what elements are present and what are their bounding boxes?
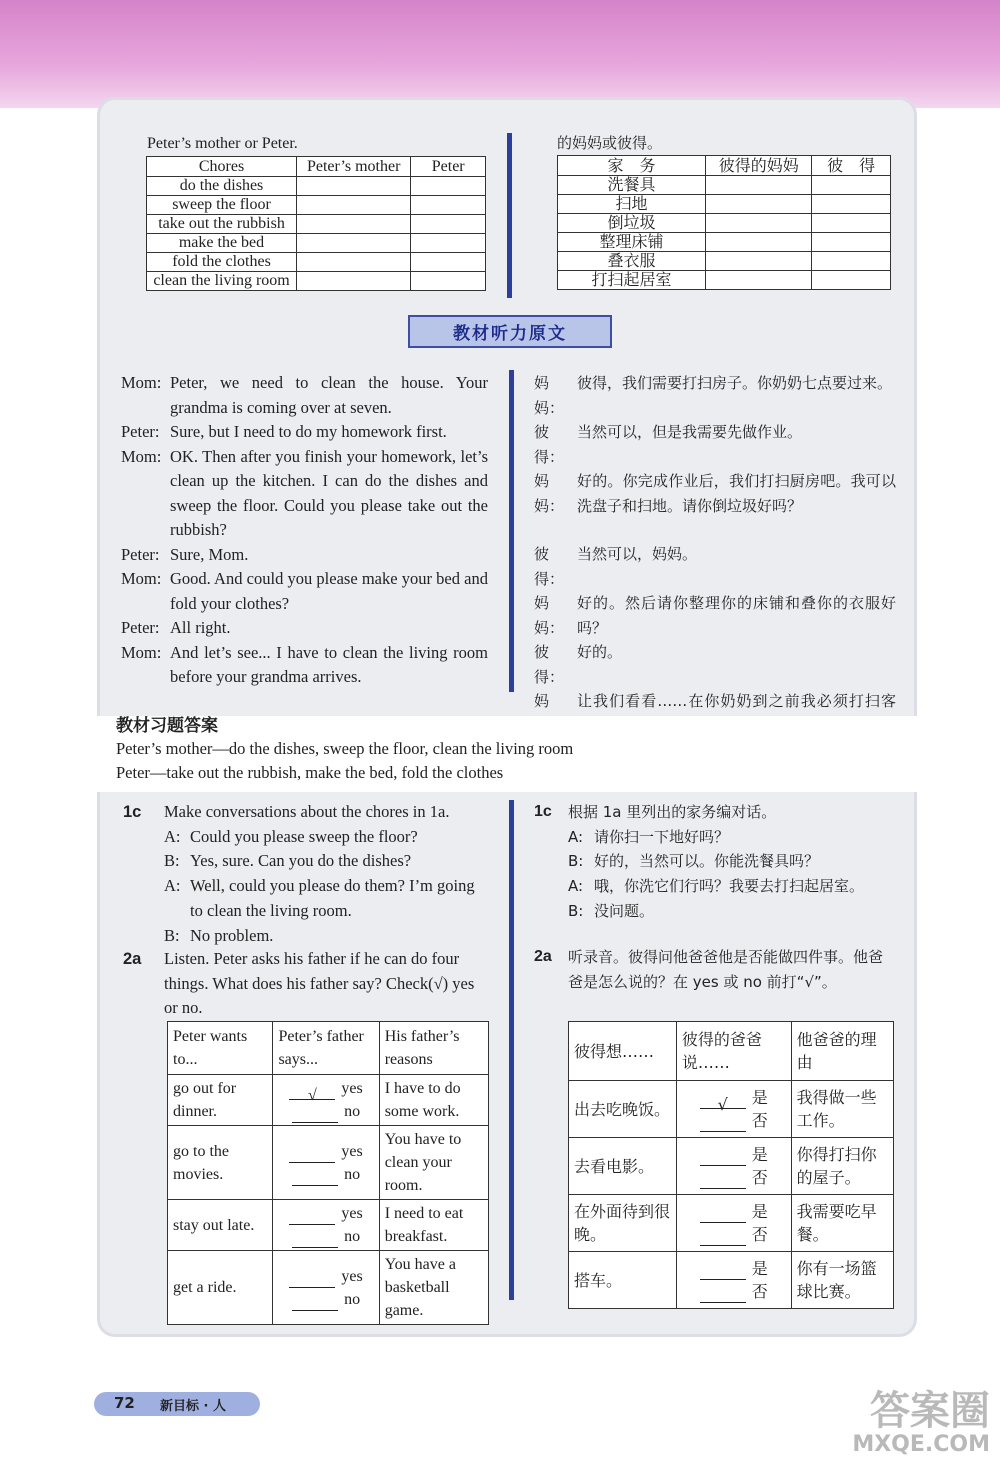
zh-chores-empty-cell	[706, 233, 812, 252]
exercise-2a-en-answer-cell	[273, 1126, 379, 1200]
exercise-2a-zh-header-cell: 他爸爸的理由	[791, 1022, 893, 1081]
exercise-1c-en-line	[164, 874, 489, 923]
exercise-2a-zh-yes-blank[interactable]	[700, 1207, 746, 1223]
exercise-1c-en-instruction: Make conversations about the chores in 1a.	[164, 802, 450, 821]
listening-script-banner: 教材听力原文	[408, 315, 612, 348]
watermark	[852, 1389, 990, 1457]
exercise-1c-zh-speaker: B:	[568, 901, 584, 920]
dialogue-zh-speaker: 彼得：	[534, 545, 565, 588]
zh-chores-empty-cell	[812, 214, 891, 233]
exercise-2a-en-answer-cell	[273, 1200, 379, 1251]
exercise-2a-en-no-blank[interactable]	[292, 1232, 338, 1248]
exercise-2a-en-no-label: no	[344, 1228, 361, 1245]
en-chores-empty-cell	[297, 177, 411, 196]
dialogue-en-text: OK. Then after you finish your homework, let’s clean up the kitchen. I can do the dishes and sweep the floor. Could you please take out the rubbish?	[170, 446, 488, 539]
exercise-1c-en-speaker: A:	[164, 826, 181, 846]
exercise-2a-zh-yes-line	[681, 1143, 787, 1166]
en-chores-empty-cell	[411, 177, 486, 196]
exercise-2a-zh-yes-label: 是	[751, 1088, 768, 1107]
answers-line-2: Peter—take out the rubbish, make the bed, fold the clothes	[116, 763, 504, 782]
exercise-2a-zh-row	[569, 1252, 894, 1309]
zh-chores-chore-cell: 洗餐具	[558, 176, 706, 195]
exercise-2a-en-row	[168, 1075, 489, 1126]
exercise-2a-en-answer-cell	[273, 1075, 379, 1126]
exercise-2a-zh-row	[569, 1195, 894, 1252]
exercise-1c-zh-text: 好的，当然可以。你能洗餐具吗？	[594, 852, 820, 871]
exercise-2a-zh-reason-cell: 我需要吃早餐。	[791, 1195, 893, 1252]
en-chores-header-row	[147, 157, 486, 177]
dialogue-en-speaker: Mom:	[121, 373, 162, 392]
zh-chores-header-cell: 彼得的妈妈	[706, 156, 812, 176]
zh-chores-chore-cell: 扫地	[558, 195, 706, 214]
exercise-2a-en-reason-cell: You have to clean your room.	[379, 1126, 488, 1200]
exercise-2a-zh-want-cell: 去看电影。	[569, 1138, 677, 1195]
en-chores-row	[147, 253, 486, 272]
zh-chores-empty-cell	[812, 195, 891, 214]
zh-chores-empty-cell	[706, 271, 812, 290]
en-chores-chore-cell: fold the clothes	[147, 253, 297, 272]
exercise-2a-zh-no-blank[interactable]	[700, 1116, 746, 1132]
exercise-1c-zh-instruction: 根据 1a 里列出的家务编对话。	[568, 803, 777, 821]
exercise-1c-en-text: Yes, sure. Can you do the dishes?	[190, 851, 412, 871]
exercise-2a-en-yes-blank[interactable]	[289, 1272, 335, 1288]
exercise-2a-zh-no-line	[681, 1166, 787, 1189]
zh-chores-row	[558, 271, 891, 290]
footer-label: 新目标 · 人	[160, 1399, 226, 1414]
dialogue-en-text: Good. And could you please make your bed and fold your clothes?	[170, 569, 488, 613]
exercise-1c-zh-line	[568, 849, 896, 874]
en-chores-empty-cell	[297, 215, 411, 234]
exercise-1c-en-line	[164, 825, 489, 850]
dialogue-en-line	[121, 420, 488, 445]
exercise-2a-zh-yes-line	[681, 1257, 787, 1280]
exercise-2a-en-no-blank[interactable]	[292, 1107, 338, 1123]
exercise-2a-zh-want-cell: 出去吃晚饭。	[569, 1081, 677, 1138]
dialogue-zh-line	[534, 371, 896, 420]
zh-chores-chore-cell: 打扫起居室	[558, 271, 706, 290]
exercise-2a-en-yes-line	[277, 1265, 374, 1288]
exercise-2a-zh-yes-label: 是	[751, 1259, 768, 1278]
exercise-2a-zh-answer-cell	[676, 1252, 791, 1309]
dialogue-zh-text: 好的。你完成作业后，我们打扫厨房吧。我可以洗盘子和扫地。请你倒垃圾好吗？	[577, 472, 896, 515]
exercise-2a-zh-label: 2a	[534, 948, 552, 965]
exercise-2a-zh-no-label: 否	[751, 1111, 768, 1130]
column-divider-dialogue	[509, 370, 514, 692]
en-chores-empty-cell	[411, 272, 486, 291]
dialogue-en-text: Sure, Mom.	[170, 544, 249, 564]
exercise-1c-zh-text: 哦，你洗它们行吗？我要去打扫起居室。	[594, 877, 865, 896]
exercise-2a-en-no-line	[277, 1163, 374, 1186]
exercise-2a-zh-answer-cell	[676, 1195, 791, 1252]
zh-chores-empty-cell	[812, 271, 891, 290]
en-chores-chore-cell: clean the living room	[147, 272, 297, 291]
en-chores-chore-cell: sweep the floor	[147, 196, 297, 215]
watermark-logo-text: 答案圈	[870, 1388, 990, 1434]
zh-chores-row	[558, 233, 891, 252]
exercise-2a-en-label: 2a	[123, 950, 142, 968]
exercise-2a-zh-no-label: 否	[751, 1168, 768, 1187]
exercise-1c-zh-line	[568, 825, 896, 850]
exercise-2a-en-no-label: no	[344, 1290, 361, 1308]
exercise-2a-zh-yes-label: 是	[751, 1145, 768, 1164]
exercise-1c-zh	[534, 800, 896, 924]
dialogue-zh-text: 当然可以，妈妈。	[577, 545, 698, 563]
exercise-2a-en	[123, 947, 489, 1021]
exercise-1c-en-text: Could you please sweep the floor?	[190, 826, 418, 846]
dialogue-english	[121, 371, 488, 690]
exercise-2a-zh-reason-cell: 我得做一些工作。	[791, 1081, 893, 1138]
exercise-1c-zh-label: 1c	[534, 803, 552, 820]
exercise-1c-zh-speaker: B:	[568, 852, 584, 871]
exercise-2a-en-yes-line	[277, 1202, 374, 1225]
exercise-2a-en-header-row	[168, 1022, 489, 1075]
zh-chores-header-cell: 彼 得	[812, 156, 891, 176]
en-chores-empty-cell	[411, 253, 486, 272]
exercise-2a-en-reason-cell: I need to eat breakfast.	[379, 1200, 488, 1251]
page-number: 72	[114, 1394, 135, 1412]
exercise-2a-en-table	[167, 1021, 489, 1325]
exercise-2a-en-instruction: Listen. Peter asks his father if he can do four things. What does his father say? Check(√) yes or no.	[164, 949, 475, 1018]
exercise-2a-en-no-line	[277, 1225, 374, 1248]
exercise-2a-zh-no-line	[681, 1280, 787, 1303]
dialogue-en-speaker: Mom:	[121, 642, 162, 662]
exercise-1c-zh-line	[568, 899, 896, 924]
exercise-2a-en-row	[168, 1251, 489, 1325]
dialogue-en-line	[121, 543, 488, 568]
answers-heading: 教材习题答案	[116, 716, 218, 736]
exercise-1c-zh-speaker: A:	[568, 877, 584, 896]
exercise-2a-zh-header-row	[569, 1022, 894, 1081]
column-divider-top	[507, 133, 512, 298]
zh-chores-empty-cell	[706, 195, 812, 214]
en-chores-chore-cell: do the dishes	[147, 177, 297, 196]
dialogue-zh-speaker: 妈	[534, 692, 550, 710]
exercise-2a-en-row	[168, 1126, 489, 1200]
zh-chores-empty-cell	[812, 233, 891, 252]
answers-line-1: Peter’s mother—do the dishes, sweep the floor, clean the living room	[116, 739, 574, 758]
exercise-2a-zh-yes-label: 是	[751, 1202, 768, 1221]
exercise-2a-zh-reason-cell: 你得打扫你的屋子。	[791, 1138, 893, 1195]
exercise-2a-en-header-cell: His father’s reasons	[379, 1022, 488, 1075]
exercise-2a-zh-no-blank[interactable]	[700, 1287, 746, 1303]
zh-chores-header-row	[558, 156, 891, 176]
dialogue-zh-line	[534, 591, 896, 640]
exercise-2a-en-want-cell: go out for dinner.	[168, 1075, 273, 1126]
dialogue-en-speaker: Peter:	[121, 544, 160, 564]
dialogue-zh-line	[534, 420, 896, 469]
dialogue-en-text: All right.	[170, 618, 231, 637]
dialogue-en-text: And let’s see... I have to clean the living room before your grandma arrives.	[170, 642, 488, 686]
zh-chores-row	[558, 195, 891, 214]
footer-page-pill	[94, 1392, 260, 1416]
dialogue-en-text: Sure, but I need to do my homework first.	[170, 422, 447, 441]
zh-chores-table	[557, 155, 891, 290]
exercise-2a-en-yes-line	[277, 1140, 374, 1163]
dialogue-zh-text: 好的。	[577, 643, 623, 661]
exercise-1c-en-line	[164, 924, 489, 949]
en-chores-chore-cell: make the bed	[147, 234, 297, 253]
zh-chores-row	[558, 252, 891, 271]
zh-chores-empty-cell	[706, 176, 812, 195]
zh-chores-empty-cell	[812, 252, 891, 271]
en-chores-intro: Peter’s mother or Peter.	[147, 135, 298, 152]
exercise-2a-en-yes-blank[interactable]	[289, 1209, 335, 1225]
exercise-2a-zh-instruction: 听录音。彼得问他爸爸他是否能做四件事。他爸爸是怎么说的？在 yes 或 no 前打“√”。	[568, 948, 884, 991]
dialogue-en-speaker: Mom:	[121, 569, 162, 588]
en-chores-empty-cell	[297, 196, 411, 215]
exercise-2a-en-header-cell: Peter’s father says...	[273, 1022, 379, 1075]
exercise-2a-zh-yes-blank[interactable]: √	[700, 1093, 746, 1109]
exercise-2a-zh-no-label: 否	[751, 1225, 768, 1244]
zh-chores-empty-cell	[706, 252, 812, 271]
exercise-1c-zh-speaker: A:	[568, 827, 584, 846]
exercise-2a-zh-no-label: 否	[751, 1282, 768, 1301]
dialogue-en-line	[121, 371, 488, 420]
exercise-1c-en-text: No problem.	[190, 925, 274, 945]
dialogue-en-text: Peter, we need to clean the house. Your grandma is coming over at seven.	[170, 373, 488, 417]
exercise-1c-en-text: Well, could you please do them? I’m going to clean the living room.	[190, 876, 475, 920]
dialogue-en-line	[121, 641, 488, 690]
exercise-2a-zh-no-blank[interactable]	[700, 1230, 746, 1246]
exercise-2a-en-no-line	[277, 1100, 374, 1123]
exercise-2a-en-no-label: no	[344, 1165, 361, 1183]
exercise-2a-en-answer-cell	[273, 1251, 379, 1325]
en-chores-header-cell: Chores	[147, 157, 297, 177]
exercise-2a-zh	[534, 945, 896, 994]
exercise-1c-zh-line	[568, 874, 896, 899]
exercise-2a-en-no-blank[interactable]	[292, 1170, 338, 1186]
en-chores-chore-cell: take out the rubbish	[147, 215, 297, 234]
zh-chores-row	[558, 176, 891, 195]
exercise-1c-en-speaker: B:	[164, 851, 180, 871]
en-chores-row	[147, 177, 486, 196]
dialogue-en-line	[121, 445, 488, 543]
dialogue-zh-text: 当然可以，但是我需要先做作业。	[577, 423, 803, 441]
dialogue-zh-line	[534, 640, 896, 689]
dialogue-zh-text: 彼得，我们需要打扫房子。你奶奶七点要过来。	[577, 374, 893, 392]
dialogue-zh-speaker: 彼得：	[534, 423, 565, 466]
exercise-2a-en-reason-cell: I have to do some work.	[379, 1075, 488, 1126]
dialogue-en-speaker: Peter:	[121, 618, 160, 637]
exercise-1c-en-label: 1c	[123, 803, 142, 821]
exercise-2a-en-yes-label: yes	[341, 1205, 363, 1222]
en-chores-empty-cell	[297, 272, 411, 291]
exercise-2a-zh-want-cell: 在外面待到很晚。	[569, 1195, 677, 1252]
exercise-2a-zh-table	[568, 1021, 894, 1309]
dialogue-chinese	[534, 371, 896, 738]
exercise-2a-en-no-blank[interactable]	[292, 1295, 338, 1311]
exercise-2a-zh-yes-blank[interactable]	[700, 1264, 746, 1280]
column-divider-exercises	[509, 800, 514, 1300]
exercise-2a-zh-want-cell: 搭车。	[569, 1252, 677, 1309]
exercise-2a-zh-no-blank[interactable]	[700, 1173, 746, 1189]
exercise-2a-en-want-cell: stay out late.	[168, 1200, 273, 1251]
en-chores-empty-cell	[411, 196, 486, 215]
exercise-2a-en-yes-blank[interactable]: √	[289, 1084, 335, 1100]
exercise-1c-en-speaker: A:	[164, 876, 181, 896]
exercise-2a-en-yes-label: yes	[341, 1267, 363, 1285]
exercise-2a-en-want-cell: get a ride.	[168, 1251, 273, 1325]
exercise-2a-en-want-cell: go to the movies.	[168, 1126, 273, 1200]
dialogue-zh-line	[534, 542, 896, 591]
exercise-1c-zh-text: 请你扫一下地好吗？	[594, 827, 730, 846]
dialogue-zh-text: 好的。然后请你整理你的床铺和叠你的衣服好吗？	[577, 594, 896, 637]
zh-chores-intro: 的妈妈或彼得。	[557, 134, 663, 152]
exercise-2a-en-yes-blank[interactable]	[289, 1147, 335, 1163]
exercise-2a-en-yes-label: yes	[341, 1142, 363, 1160]
en-chores-row	[147, 196, 486, 215]
en-chores-empty-cell	[297, 234, 411, 253]
zh-chores-empty-cell	[812, 176, 891, 195]
en-chores-empty-cell	[411, 234, 486, 253]
watermark-url: MXQE.COM	[852, 1432, 990, 1457]
exercise-2a-zh-yes-line	[681, 1200, 787, 1223]
dialogue-zh-text: 让我们看看……在你奶奶到之前我必须打扫客	[577, 692, 896, 710]
exercise-2a-zh-header-cell: 彼得的爸爸说……	[676, 1022, 791, 1081]
top-decorative-band	[0, 0, 1000, 108]
exercise-1c-zh-text: 没问题。	[594, 901, 655, 920]
dialogue-zh-speaker: 彼得：	[534, 643, 565, 686]
dialogue-zh-speaker: 妈妈：	[534, 594, 565, 637]
dialogue-en-line	[121, 616, 488, 641]
dialogue-en-speaker: Mom:	[121, 446, 162, 466]
dialogue-en-line	[121, 567, 488, 616]
en-chores-row	[147, 272, 486, 291]
dialogue-zh-speaker: 妈妈：	[534, 374, 565, 417]
exercise-2a-zh-header-cell: 彼得想……	[569, 1022, 677, 1081]
exercise-2a-en-no-line	[277, 1288, 374, 1311]
zh-chores-empty-cell	[706, 214, 812, 233]
exercise-2a-zh-no-line	[681, 1223, 787, 1246]
exercise-2a-zh-reason-cell: 你有一场篮球比赛。	[791, 1252, 893, 1309]
exercise-2a-zh-answer-cell	[676, 1081, 791, 1138]
zh-chores-row	[558, 214, 891, 233]
en-chores-empty-cell	[297, 253, 411, 272]
zh-chores-chore-cell: 叠衣服	[558, 252, 706, 271]
dialogue-zh-line	[534, 469, 896, 518]
en-chores-empty-cell	[411, 215, 486, 234]
exercise-2a-en-row	[168, 1200, 489, 1251]
exercise-2a-en-yes-label: yes	[341, 1080, 363, 1097]
en-chores-header-cell: Peter	[411, 157, 486, 177]
en-chores-row	[147, 234, 486, 253]
dialogue-en-speaker: Peter:	[121, 422, 160, 441]
dialogue-zh-speaker: 妈妈：	[534, 472, 565, 515]
exercise-2a-zh-no-line	[681, 1109, 787, 1132]
exercise-2a-zh-yes-line	[681, 1086, 787, 1114]
exercise-1c-en-line	[164, 849, 489, 874]
exercise-2a-zh-yes-blank[interactable]	[700, 1150, 746, 1166]
en-chores-row	[147, 215, 486, 234]
exercise-2a-en-reason-cell: You have a basketball game.	[379, 1251, 488, 1325]
exercise-2a-zh-row	[569, 1081, 894, 1138]
exercise-2a-zh-answer-cell	[676, 1138, 791, 1195]
en-chores-table	[146, 156, 486, 291]
zh-chores-chore-cell: 整理床铺	[558, 233, 706, 252]
zh-chores-chore-cell: 倒垃圾	[558, 214, 706, 233]
exercise-1c-en-speaker: B:	[164, 925, 180, 945]
exercise-1c-en	[123, 800, 489, 948]
exercise-2a-en-yes-line	[277, 1077, 374, 1104]
zh-chores-header-cell: 家 务	[558, 156, 706, 176]
exercise-2a-en-no-label: no	[344, 1103, 361, 1120]
exercise-2a-zh-row	[569, 1138, 894, 1195]
en-chores-header-cell: Peter’s mother	[297, 157, 411, 177]
exercise-2a-en-header-cell: Peter wants to...	[168, 1022, 273, 1075]
